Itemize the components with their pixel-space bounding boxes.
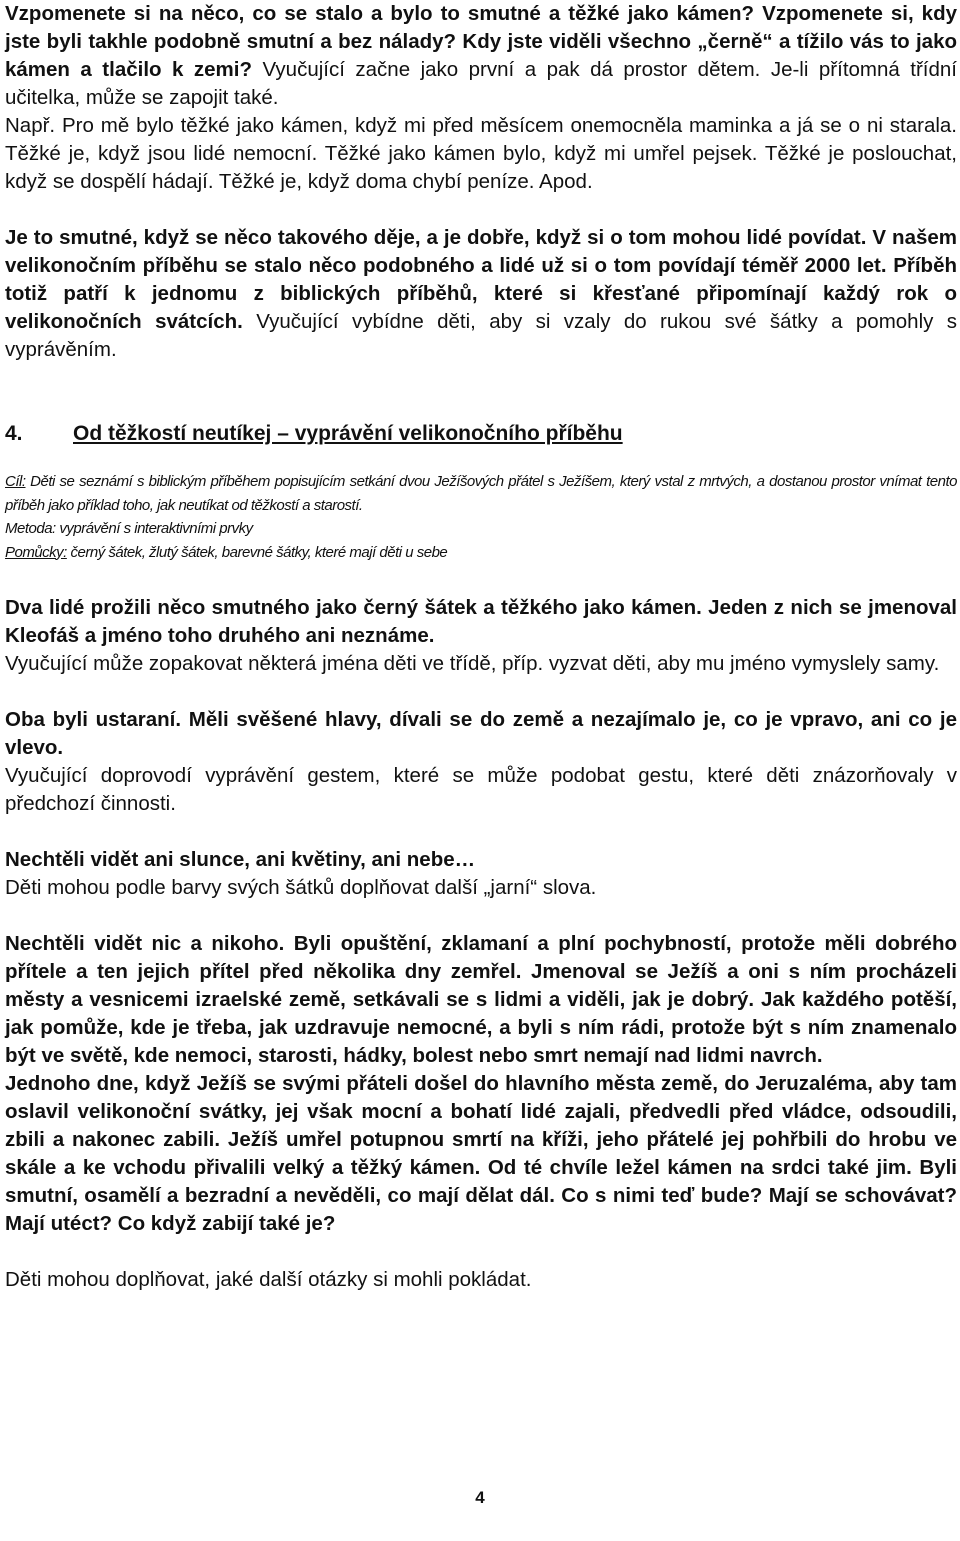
- teacher-instruction: Vyučující doprovodí vyprávění gestem, které se může podobat gestu, které děti znázorňovaly v předchozí činnosti.: [5, 764, 957, 815]
- transition-paragraph: [5, 224, 957, 364]
- activity-method: Metoda: vyprávění s interaktivními prvky: [5, 520, 253, 537]
- story-paragraph-3: Nechtěli vidět ani slunce, ani květiny, ani nebe…: [5, 848, 476, 871]
- intro-paragraph: [5, 0, 957, 112]
- transition-bold-text: Je to smutné, když se něco takového děje, a je dobře, když si o tom mohou lidé povídat. V našem velikonočním příběhu se stalo něco podobného a lidé už si o tom povídají téměř 2000 let. Příběh totiž patří k jednomu z biblických příběhů, které si křesťané připomínají každý rok o velikonočních svátcích.: [5, 226, 957, 333]
- teacher-instruction: Vyučující může zopakovat některá jména děti ve třídě, příp. vyzvat děti, aby mu jméno vymyslely samy.: [5, 652, 940, 675]
- teacher-instruction: Děti mohou podle barvy svých šátků doplňovat další „jarní“ slova.: [5, 876, 597, 899]
- tools-label: Pomůcky:: [5, 543, 67, 561]
- page-number: 4: [475, 1488, 485, 1507]
- story-paragraph-1: Dva lidé prožili něco smutného jako černý šátek a těžkého jako kámen. Jeden z nich se jmenoval Kleofáš a jméno toho druhého ani neznáme.: [5, 596, 957, 647]
- goal-text: Děti se seznámí s biblickým příběhem popisujícím setkání dvou Ježíšových přátel s Ježíšem, který vstal z mrtvých, a dostanou prostor vnímat tento příběh jako příklad toho, jak neutíkat od těžkostí a starostí.: [5, 473, 957, 514]
- activity-tools: [5, 541, 957, 565]
- teacher-instruction: Vyučující vybídne děti, aby si vzaly do rukou své šátky a pomohly s vyprávěním.: [5, 310, 957, 361]
- document-page: [5, 0, 957, 1294]
- tools-text: černý šátek, žlutý šátek, barevné šátky, které mají děti u sebe: [66, 543, 448, 561]
- section-title: Od těžkostí neutíkej – vyprávění velikonočního příběhu: [73, 422, 623, 445]
- section-heading: [5, 420, 957, 448]
- section-number: 4.: [5, 422, 23, 445]
- story-paragraph-4: Nechtěli vidět nic a nikoho. Byli opuštění, zklamaní a plní pochybností, protože měli dobrého přítele a ten jejich přítel před několika dny zemřel. Jmenoval se Ježíš a oni s ním procházeli městy a vesnicemi izraelské země, setkávali se s lidmi a viděli, jak je dobrý. Jak každého potěší, jak pomůže, kde je třeba, jak uzdravuje nemocné, a byli s ním rádi, protože být s ním znamenalo být ve světě, kde nemoci, starosti, hádky, bolest nebo smrt nemají nad lidmi navrch.: [5, 932, 957, 1067]
- examples-paragraph: Např. Pro mě bylo těžké jako kámen, když mi před měsícem onemocněla maminka a já se o ni starala. Těžké je, když jsou lidé nemocní. Těžké jako kámen bylo, když mi umřel pejsek. Těžké je poslouchat, když se dospělí hádají. Těžké je, když doma chybí peníze. Apod.: [5, 114, 957, 193]
- teacher-instruction: Vyučující začne jako první a pak dá prostor dětem. Je-li přítomná třídní učitelka, může se zapojit také.: [5, 58, 957, 109]
- intro-questions: Vzpomenete si na něco, co se stalo a bylo to smutné a těžké jako kámen? Vzpomenete si, kdy jste byli takhle podobně smutní a bez nálady? Kdy jste viděli všechno „černě“ a tížilo vás to jako kámen a tlačilo k zemi?: [5, 2, 957, 81]
- story-paragraph-2: Oba byli ustaraní. Měli svěšené hlavy, dívali se do země a nezajímalo je, co je vpravo, ani co je vlevo.: [5, 708, 957, 759]
- story-paragraph-5: Jednoho dne, když Ježíš se svými přáteli došel do hlavního města země, do Jeruzaléma, aby tam oslavil velikonoční svátky, jej však mocní a bohatí lidé zajali, předvedli před vládce, odsoudili, zbili a nakonec zabili. Ježíš umřel potupnou smrtí na kříži, jeho přátelé jej pohřbili do hrobu ve skále a ke vchodu přivalili velký a těžký kámen. Od té chvíle ležel kámen na srdci také jim. Byli smutní, osamělí a bezradní a nevěděli, co mají dělat dál. Co s nimi teď bude? Mají se schovávat? Mají utéct? Co když zabijí také je?: [5, 1072, 957, 1235]
- goal-label: Cíl:: [5, 473, 26, 490]
- activity-goal: [5, 470, 957, 517]
- teacher-instruction: Děti mohou doplňovat, jaké další otázky si mohli pokládat.: [5, 1268, 532, 1291]
